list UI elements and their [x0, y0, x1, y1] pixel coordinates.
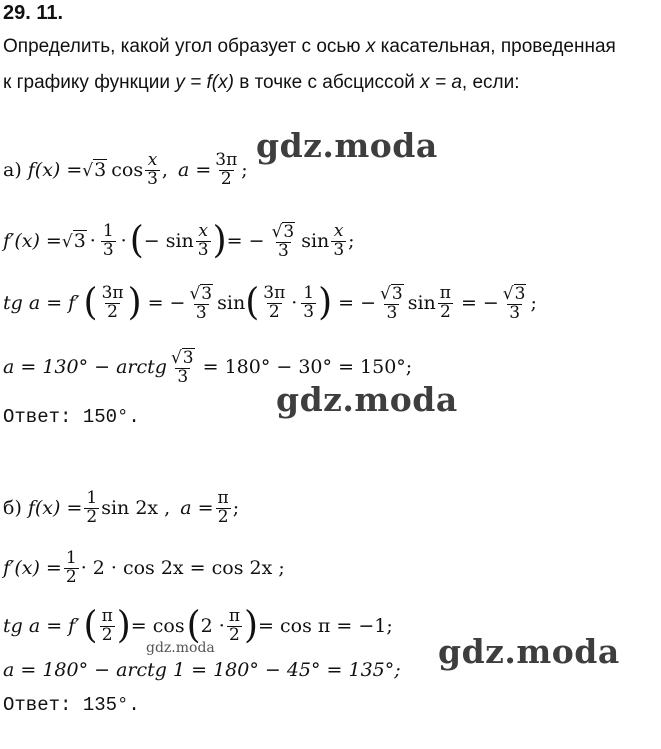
sqrt: √ 3 — [82, 159, 107, 182]
fraction: √ 3 3 — [189, 283, 213, 323]
part-b-derivative — [3, 550, 285, 587]
frac-den: 3 — [147, 168, 158, 189]
frac-den: 2 — [101, 624, 113, 645]
fraction — [145, 152, 160, 189]
frac-den: 3 — [177, 366, 189, 387]
sqrt-arg: 3 — [201, 284, 213, 304]
frac-den: 2 — [107, 301, 118, 322]
frac-den: 3 — [303, 301, 315, 322]
equals: = — [338, 292, 355, 315]
func-sin: − sin — [143, 230, 194, 253]
part-label: а) — [3, 159, 22, 182]
frac-den: 3 — [386, 302, 398, 323]
fraction — [227, 608, 242, 645]
fraction — [301, 282, 316, 322]
fraction — [84, 490, 99, 527]
dot: · — [89, 230, 96, 253]
func-sin: sin 2x , — [101, 497, 171, 520]
statement-text: к графику функции — [3, 72, 176, 93]
angle-rhs: = 180° − 30° = 150°; — [202, 356, 413, 379]
fraction — [213, 152, 239, 189]
semicolon: ; — [241, 159, 248, 182]
part-b-angle: a = 180° − arctg 1 = 180° − 45° = 135°; — [3, 659, 401, 681]
sqrt-arg: 3 — [73, 230, 86, 253]
frac-num: x — [198, 220, 208, 241]
fraction — [196, 220, 211, 260]
watermark-logo: gdz.moda — [256, 126, 438, 165]
part-b-given — [3, 490, 239, 527]
func-cos: cos — [111, 159, 144, 182]
tg-lhs: tg a = f′ — [3, 292, 80, 315]
watermark-logo: gdz.moda — [276, 380, 458, 419]
frac-den: 2 — [86, 506, 98, 527]
derivative-lhs: f′(x) = — [3, 230, 62, 253]
statement-text: , если: — [461, 72, 520, 93]
frac-den: 3 — [102, 239, 114, 260]
frac-num: π — [439, 282, 451, 303]
watermark-logo: gdz.moda — [146, 640, 215, 656]
fraction: √ 3 3 — [502, 283, 526, 323]
frac-den: 3 — [197, 239, 209, 260]
tg-two: 2 · — [200, 615, 225, 638]
dot: · — [291, 292, 298, 315]
watermark-logo: gdz.moda — [438, 632, 620, 671]
tg-lhs: tg a = f′ — [3, 615, 80, 638]
part-a-tangent: tg a = f′ ( $\frac{3\pi}{2}$ ) = − √ 3 3 sin ( $\frac{3\pi}{2}$ · $\frac{1}{3}$ ) = − √ 3 3 sin $\frac{\pi}{2}$ = − √ 3 3 ; — [3, 281, 537, 325]
sqrt-arg: 3 — [182, 348, 194, 368]
var-x: x — [365, 36, 376, 57]
frac-num: 3π — [101, 282, 124, 303]
frac-num: x — [147, 150, 158, 170]
angle-lhs: a = 130° − arctg — [3, 356, 167, 379]
semicolon: ; — [348, 230, 355, 253]
frac-num: π — [101, 606, 113, 626]
sqrt-arg: 3 — [94, 159, 107, 182]
sqrt-arg: 3 — [391, 284, 403, 304]
part-a-answer: Ответ: 150°. — [3, 406, 140, 428]
tg-mid: = cos — [130, 615, 185, 638]
part-b-answer: Ответ: 135°. — [3, 694, 140, 716]
frac-den: 3 — [509, 302, 521, 323]
statement-text: Определить, какой угол образует с осью — [3, 36, 366, 57]
frac-num: π — [217, 488, 229, 508]
frac-den: 2 — [65, 566, 77, 587]
fraction — [438, 282, 453, 322]
frac-num: 1 — [65, 548, 77, 568]
fraction: √ 3 3 — [170, 347, 194, 387]
frac-num: 1 — [86, 488, 98, 508]
equation: x = a — [420, 72, 462, 93]
frac-den: 3 — [333, 239, 345, 260]
sqrt-arg: 3 — [283, 222, 295, 242]
minus: − — [360, 292, 377, 315]
statement-line-2 — [3, 72, 520, 94]
fraction — [101, 220, 116, 260]
frac-num: 3π — [263, 282, 286, 303]
equals: = — [147, 292, 164, 315]
fraction: √ 3 3 — [380, 283, 403, 323]
a-equals: a = — [177, 159, 212, 182]
frac-num: 1 — [303, 282, 315, 303]
frac-num: π — [228, 606, 240, 626]
frac-den: 3 — [277, 240, 289, 261]
frac-den: 2 — [220, 168, 232, 189]
semicolon: ; — [232, 497, 240, 520]
frac-num: 3π — [215, 150, 238, 170]
fraction — [100, 282, 126, 322]
fraction: √ 3 3 — [271, 221, 295, 261]
frac-den: 2 — [439, 301, 451, 322]
sqrt: √ 3 — [61, 230, 86, 253]
part-a-derivative: f′(x) = √ 3 · $\frac{1}{3}$ · ( − sin $\frac{x}{3}$ ) = − √ 3 3 sin $\frac{x}{3}$ ; — [3, 219, 355, 263]
frac-num: x — [333, 220, 344, 241]
a-equals: a = — [180, 497, 214, 520]
function-lhs: f(x) = — [27, 497, 83, 520]
problem-number: 29. 11. — [3, 2, 64, 24]
fraction — [331, 220, 346, 260]
part-label: б) — [3, 497, 22, 520]
semicolon: ; — [530, 292, 537, 315]
statement-line-1 — [3, 36, 616, 58]
fraction — [261, 282, 287, 322]
fraction — [100, 608, 115, 645]
derivative-rhs: · 2 · cos 2x = cos 2x ; — [80, 557, 285, 580]
minus: − — [169, 292, 186, 315]
statement-text: в точке с абсциссой — [233, 72, 421, 93]
derivative-lhs: f′(x) = — [3, 557, 62, 580]
func-sin: sin — [301, 230, 330, 253]
fraction — [64, 550, 79, 587]
sqrt-arg: 3 — [514, 284, 526, 304]
part-b-tangent: tg a = f′ ( $\frac{\pi}{2}$ ) = cos ( 2 · $\frac{\pi}{2}$ ) = cos π = −1; — [3, 604, 393, 648]
minus: − — [482, 292, 499, 315]
dot: · — [120, 230, 127, 253]
function-lhs: f(x) = — [27, 159, 83, 182]
frac-den: 3 — [195, 302, 207, 323]
frac-num: 1 — [102, 220, 114, 241]
fraction — [216, 490, 231, 527]
equation: y = f(x) — [175, 72, 234, 93]
frac-den: 2 — [217, 506, 229, 527]
func-sin: sin — [407, 292, 436, 315]
equals-minus: = − — [226, 230, 265, 253]
part-a-given: а) f(x) = √ 3 cos $\frac{x}{3}$ , a = $\frac{3\pi}{2}$ ; — [3, 150, 248, 189]
func-sin: sin — [217, 292, 246, 315]
statement-text: касательная, проведенная — [375, 36, 616, 57]
frac-den: 2 — [268, 301, 280, 322]
equals: = — [460, 292, 477, 315]
frac-den: 2 — [228, 624, 240, 645]
tg-rhs: = cos π = −1; — [258, 615, 393, 638]
